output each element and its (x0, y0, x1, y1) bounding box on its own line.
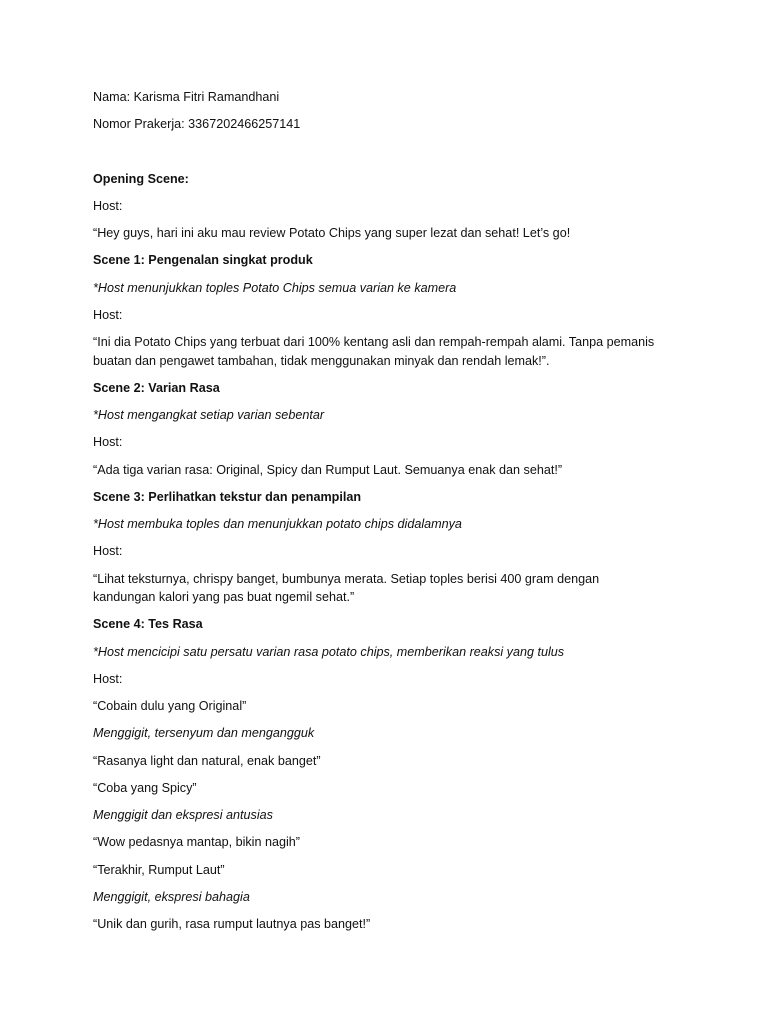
scene1-direction: *Host menunjukkan toples Potato Chips semua varian ke kamera (93, 281, 457, 295)
opening-speaker: Host: (93, 199, 123, 213)
scene4-dialogue-seaweed-reaction: “Unik dan gurih, rasa rumput lautnya pas banget!” (93, 917, 371, 931)
scene4-direction-seaweed: Menggigit, ekspresi bahagia (93, 890, 250, 904)
opening-scene-heading: Opening Scene: (93, 172, 189, 186)
student-name: Nama: Karisma Fitri Ramandhani (93, 90, 280, 104)
scene4-dialogue-seaweed: “Terakhir, Rumput Laut” (93, 863, 225, 877)
scene4-heading: Scene 4: Tes Rasa (93, 617, 203, 631)
scene1-heading: Scene 1: Pengenalan singkat produk (93, 253, 313, 267)
scene2-direction: *Host mengangkat setiap varian sebentar (93, 408, 325, 422)
scene4-direction: *Host mencicipi satu persatu varian rasa potato chips, memberikan reaksi yang tulus (93, 645, 565, 659)
scene4-speaker: Host: (93, 672, 123, 686)
scene4-dialogue-original-reaction: “Rasanya light dan natural, enak banget” (93, 754, 321, 768)
scene1-dialogue-line1: “Ini dia Potato Chips yang terbuat dari 100% kentang asli dan rempah-rempah alami. Tanpa pemanis (93, 335, 655, 349)
scene4-dialogue-spicy-reaction: “Wow pedasnya mantap, bikin nagih” (93, 835, 300, 849)
scene3-speaker: Host: (93, 544, 123, 558)
scene4-direction-spicy: Menggigit dan ekspresi antusias (93, 808, 273, 822)
scene1-speaker: Host: (93, 308, 123, 322)
scene3-direction: *Host membuka toples dan menunjukkan potato chips didalamnya (93, 517, 462, 531)
scene2-speaker: Host: (93, 435, 123, 449)
scene2-dialogue: “Ada tiga varian rasa: Original, Spicy dan Rumput Laut. Semuanya enak dan sehat!” (93, 463, 563, 477)
scene4-dialogue-spicy: “Coba yang Spicy” (93, 781, 197, 795)
scene3-heading: Scene 3: Perlihatkan tekstur dan penampilan (93, 490, 362, 504)
scene3-dialogue-line2: kandungan kalori yang pas buat ngemil sehat.” (93, 590, 355, 604)
scene2-heading: Scene 2: Varian Rasa (93, 381, 220, 395)
prakerja-number: Nomor Prakerja: 3367202466257141 (93, 117, 301, 131)
scene1-dialogue-line2: buatan dan pengawet tambahan, tidak menggunakan minyak dan rendah lemak!”. (93, 354, 550, 368)
opening-dialogue: “Hey guys, hari ini aku mau review Potato Chips yang super lezat dan sehat! Let’s go! (93, 226, 571, 240)
scene4-dialogue-original: “Cobain dulu yang Original” (93, 699, 247, 713)
scene3-dialogue-line1: “Lihat teksturnya, chrispy banget, bumbunya merata. Setiap toples berisi 400 gram dengan (93, 572, 600, 586)
scene4-direction-original: Menggigit, tersenyum dan mengangguk (93, 726, 315, 740)
